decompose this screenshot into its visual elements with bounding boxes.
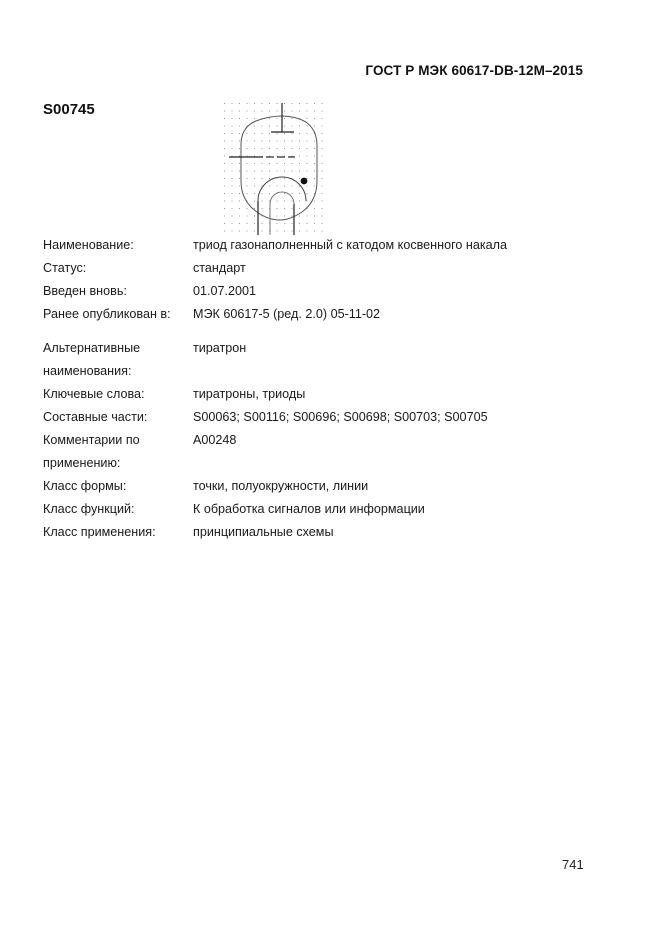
property-row-components xyxy=(43,406,583,429)
property-row-name xyxy=(43,234,583,257)
property-row-alternative-names-cont xyxy=(43,360,583,383)
thyratron-symbol-icon xyxy=(222,101,324,235)
property-label: Ранее опубликован в: xyxy=(43,307,171,321)
property-label: Наименование: xyxy=(43,238,134,252)
property-value xyxy=(193,452,583,475)
property-value: тиратрон xyxy=(193,341,247,355)
property-value: S00063; S00116; S00696; S00698; S00703; S00705 xyxy=(193,410,488,424)
property-row-alternative-names xyxy=(43,337,583,360)
property-label: Комментарии по xyxy=(43,433,140,447)
properties-table xyxy=(43,234,583,544)
property-value: 01.07.2001 xyxy=(193,284,257,298)
property-label: Класс формы: xyxy=(43,479,127,493)
property-value: принципиальные схемы xyxy=(193,525,334,539)
property-row-function-class xyxy=(43,498,583,521)
property-value: стандарт xyxy=(193,261,246,275)
standard-title: ГОСТ Р МЭК 60617-DB-12M–2015 xyxy=(365,63,583,78)
property-value xyxy=(193,360,583,383)
property-value: МЭК 60617-5 (ред. 2.0) 05-11-02 xyxy=(193,307,381,321)
property-value: К обработка сигналов или информации xyxy=(193,502,425,516)
property-row-status xyxy=(43,257,583,280)
page-number: 741 xyxy=(562,857,584,872)
property-label: применению: xyxy=(43,456,121,470)
property-label: Статус: xyxy=(43,261,87,275)
property-label: Класс применения: xyxy=(43,525,156,539)
property-label: Введен вновь: xyxy=(43,284,127,298)
property-row-application-notes-cont xyxy=(43,452,583,475)
property-value: триод газонаполненный с катодом косвенного накала xyxy=(193,238,508,252)
symbol-id: S00745 xyxy=(43,101,95,118)
property-label: Составные части: xyxy=(43,410,148,424)
property-row-previously-published xyxy=(43,303,583,326)
thyratron-symbol-figure xyxy=(222,101,324,235)
property-label: Альтернативные xyxy=(43,341,141,355)
property-value: тиратроны, триоды xyxy=(193,387,306,401)
property-row-keywords xyxy=(43,383,583,406)
property-row-application-notes xyxy=(43,429,583,452)
property-label: Ключевые слова: xyxy=(43,387,145,401)
property-value: A00248 xyxy=(193,433,237,447)
property-row-application-class xyxy=(43,521,583,544)
property-row-shape-class xyxy=(43,475,583,498)
property-value: точки, полуокружности, линии xyxy=(193,479,369,493)
property-label: наименования: xyxy=(43,364,132,378)
property-row-introduced xyxy=(43,280,583,303)
property-label: Класс функций: xyxy=(43,502,135,516)
